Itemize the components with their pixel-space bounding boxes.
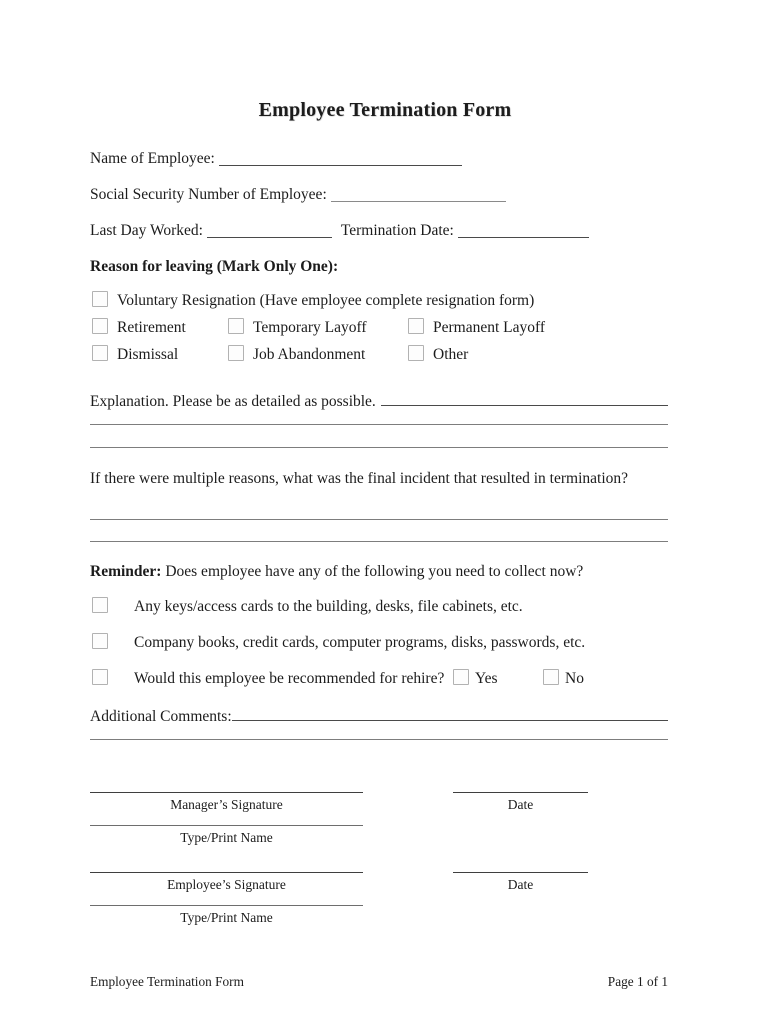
- manager-signature-label: Manager’s Signature: [170, 797, 283, 812]
- footer-document-title: Employee Termination Form: [90, 974, 244, 989]
- retirement-label: Retirement: [117, 319, 186, 336]
- retirement-checkbox[interactable]: [92, 318, 108, 334]
- explanation-row: [90, 389, 668, 412]
- collect-company-property-row: [90, 632, 668, 653]
- option-voluntary-resignation: [92, 290, 534, 311]
- reminder-heading-rest: Does employee have any of the following you need to collect now?: [161, 563, 584, 580]
- permanent-layoff-label: Permanent Layoff: [433, 319, 546, 336]
- rehire-no-label: No: [565, 670, 584, 687]
- ssn-label: Social Security Number of Employee:: [90, 186, 327, 203]
- name-of-employee-label: Name of Employee:: [90, 150, 215, 167]
- dismissal-label: Dismissal: [117, 346, 179, 363]
- temporary-layoff-checkbox[interactable]: [228, 318, 244, 334]
- rehire-row: [90, 668, 668, 689]
- reason-row-2: [90, 317, 668, 338]
- rehire-yes-checkbox[interactable]: [453, 669, 469, 685]
- employee-signature-label: Employee’s Signature: [167, 877, 286, 892]
- last-day-worked-field[interactable]: [207, 222, 332, 239]
- ssn-field[interactable]: [331, 186, 506, 203]
- job-abandonment-label: Job Abandonment: [253, 346, 366, 363]
- temporary-layoff-label: Temporary Layoff: [253, 319, 367, 336]
- additional-comments-label: Additional Comments:: [90, 707, 232, 725]
- other-checkbox[interactable]: [408, 345, 424, 361]
- collect-company-property-checkbox[interactable]: [92, 633, 108, 649]
- additional-comments-writing-line[interactable]: [90, 739, 668, 740]
- employee-signature-line[interactable]: [90, 872, 363, 873]
- rehire-yes-label: Yes: [475, 670, 498, 687]
- collect-keys-label: Any keys/access cards to the building, desks, file cabinets, etc.: [134, 598, 523, 615]
- reason-row-1: [90, 290, 668, 311]
- option-permanent-layoff: [408, 317, 545, 338]
- explanation-field[interactable]: [381, 389, 668, 406]
- employee-date-line[interactable]: [453, 872, 588, 873]
- collect-keys-checkbox[interactable]: [92, 597, 108, 613]
- last-day-worked-label: Last Day Worked:: [90, 222, 203, 239]
- additional-comments-field[interactable]: [232, 704, 668, 721]
- ssn-row: [90, 184, 668, 205]
- manager-signature-line[interactable]: [90, 792, 363, 793]
- employee-type-print-label: Type/Print Name: [180, 910, 273, 925]
- option-temporary-layoff: [228, 317, 367, 338]
- option-retirement: [92, 317, 186, 338]
- explanation-writing-line-2[interactable]: [90, 447, 668, 448]
- reason-row-3: [90, 344, 668, 365]
- name-of-employee-field[interactable]: [219, 150, 462, 167]
- option-other: [408, 344, 468, 365]
- permanent-layoff-checkbox[interactable]: [408, 318, 424, 334]
- option-dismissal: [92, 344, 178, 365]
- termination-date-label: Termination Date:: [340, 222, 454, 239]
- rehire-label: Would this employee be recommended for rehire?: [134, 670, 445, 687]
- voluntary-resignation-label: Voluntary Resignation (Have employee complete resignation form): [117, 292, 535, 309]
- employee-type-print-line[interactable]: [90, 905, 363, 906]
- manager-type-print-line[interactable]: [90, 825, 363, 826]
- rehire-no-checkbox[interactable]: [543, 669, 559, 685]
- page-title: Employee Termination Form: [258, 99, 512, 121]
- final-incident-question: If there were multiple reasons, what was the final incident that resulted in termination?: [90, 470, 629, 487]
- manager-date-label: Date: [507, 797, 534, 812]
- footer-page-number: Page 1 of 1: [607, 974, 668, 989]
- manager-type-print-label: Type/Print Name: [180, 830, 273, 845]
- other-label: Other: [433, 346, 469, 363]
- manager-date-line[interactable]: [453, 792, 588, 793]
- explanation-writing-line-1[interactable]: [90, 424, 668, 425]
- termination-date-field[interactable]: [458, 222, 589, 239]
- dismissal-checkbox[interactable]: [92, 345, 108, 361]
- additional-comments-row: [90, 704, 668, 727]
- collect-company-property-label: Company books, credit cards, computer programs, disks, passwords, etc.: [134, 634, 586, 651]
- voluntary-resignation-checkbox[interactable]: [92, 291, 108, 307]
- rehire-yes-option: [453, 668, 498, 689]
- dates-row: [90, 220, 668, 241]
- employee-date-label: Date: [507, 877, 534, 892]
- job-abandonment-checkbox[interactable]: [228, 345, 244, 361]
- option-job-abandonment: [228, 344, 365, 365]
- reminder-heading: [90, 561, 668, 582]
- rehire-checkbox[interactable]: [92, 669, 108, 685]
- name-of-employee-row: [90, 148, 668, 169]
- explanation-label: Explanation. Please be as detailed as possible.: [90, 392, 376, 410]
- final-incident-writing-line-1[interactable]: [90, 519, 668, 520]
- rehire-no-option: [543, 668, 584, 689]
- reason-heading: Reason for leaving (Mark Only One):: [90, 258, 339, 275]
- final-incident-writing-line-2[interactable]: [90, 541, 668, 542]
- reminder-heading-bold: Reminder:: [90, 563, 162, 580]
- collect-keys-row: [90, 596, 668, 617]
